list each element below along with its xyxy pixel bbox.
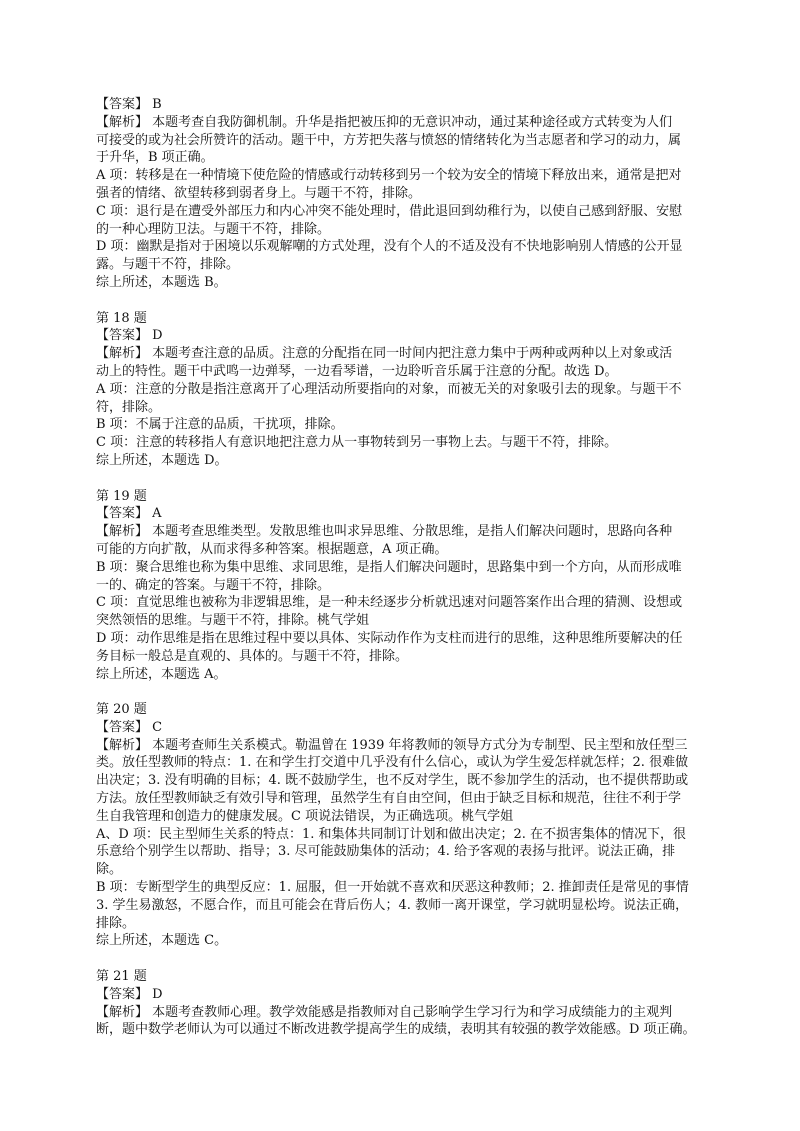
text-line: D 项：动作思维是指在思维过程中要以具体、实际动作作为支柱而进行的思维，这种思维所要解决的任 xyxy=(96,630,683,646)
text-line: B 项：专断型学生的典型反应：1. 屈服，但一开始就不喜欢和厌恶这种教师；2. 推卸责任是常见的事情 xyxy=(96,880,689,896)
block-spacer xyxy=(96,292,706,310)
text-line: 【解析】 本题考查思维类型。发散思维也叫求异思维、分散思维，是指人们解决问题时，思路向各种 xyxy=(96,524,673,540)
text-line: D 项：幽默是指对于困境以乐观解嘲的方式处理，没有个人的不适及没有不快地影响别人情感的公开显 xyxy=(96,239,683,255)
question-title: 第 19 题 xyxy=(96,488,147,504)
text-line: 一的、确定的答案。与题干不符，排除。 xyxy=(96,577,331,593)
text-line: 【解析】 本题考查教师心理。教学效能感是指教师对自己影响学生学习行为和学习成绩能力的主观判 xyxy=(96,1004,673,1020)
text-line: 综上所述，本题选 A。 xyxy=(96,666,227,682)
block-spacer xyxy=(96,683,706,701)
text-line: B 项：不属于注意的品质，干扰项，排除。 xyxy=(96,417,344,433)
text-line: C 项：直觉思维也被称为非逻辑思维，是一种未经逐步分析就迅速对问题答案作出合理的猜测、设想或 xyxy=(96,595,683,611)
text-line: 【答案】 A xyxy=(96,506,162,522)
text-line: 【答案】 D xyxy=(96,986,163,1002)
question-title: 第 21 题 xyxy=(96,969,147,985)
text-line: 【答案】 D xyxy=(96,328,163,344)
text-line: C 项：退行是在遭受外部压力和内心冲突不能处理时，借此退回到幼稚行为，以使自己感到舒服、安慰 xyxy=(96,203,683,219)
document-page xyxy=(96,96,706,1039)
question-block-q20 xyxy=(96,683,706,950)
text-line: 【答案】 B xyxy=(96,97,162,112)
question-block-q19 xyxy=(96,470,706,684)
text-line: 综上所述，本题选 C。 xyxy=(96,933,228,949)
text-line: 务目标一般总是直观的、具体的。与题干不符，排除。 xyxy=(96,648,409,664)
text-line: A 项：注意的分散是指注意离开了心理活动所要指向的对象，而被无关的对象吸引去的现象。与题干不 xyxy=(96,381,682,397)
text-line: 突然领悟的思维。与题干不符，排除。桃气学姐 xyxy=(96,613,370,629)
text-line: 于升华，B 项正确。 xyxy=(96,150,214,166)
text-line: 强者的情绪、欲望转移到弱者身上。与题干不符，排除。 xyxy=(96,185,422,201)
text-line: 【解析】 本题考查师生关系模式。勒温曾在 1939 年将教师的领导方式分为专制型、民主型和放任型三 xyxy=(96,737,688,753)
question-block-q18 xyxy=(96,292,706,470)
text-line: 符，排除。 xyxy=(96,399,162,415)
text-line: 【解析】 本题考查注意的品质。注意的分配指在同一时间内把注意力集中于两种或两种以上对象或活 xyxy=(96,346,673,362)
text-line: 出决定；3. 没有明确的目标；4. 既不鼓励学生，也不反对学生，既不参加学生的活动，也不提供帮助或 xyxy=(96,773,689,789)
block-spacer xyxy=(96,950,706,968)
question-block-q21 xyxy=(96,950,706,1039)
text-line: C 项：注意的转移指人有意识地把注意力从一事物转到另一事物上去。与题干不符，排除。 xyxy=(96,435,618,451)
text-line: 露。与题干不符，排除。 xyxy=(96,257,240,273)
text-line: 生自我管理和创造力的健康发展。C 项说法错误，为正确选项。桃气学姐 xyxy=(96,808,514,824)
text-line: A 项：转移是在一种情境下使危险的情感或行动转移到另一个较为安全的情境下释放出来，通常是把对 xyxy=(96,168,682,184)
text-line: 排除。 xyxy=(96,915,136,931)
question-block-q17 xyxy=(96,96,706,292)
text-line: 的一种心理防卫法。与题干不符，排除。 xyxy=(96,221,331,237)
text-line: 除。 xyxy=(96,862,123,878)
text-line: 可接受的或为社会所赞许的活动。题干中，方芳把失落与愤怒的情绪转化为当志愿者和学习的动力，属 xyxy=(96,132,682,148)
question-title: 第 20 题 xyxy=(96,702,147,718)
text-line: 类。放任型教师的特点：1. 在和学生打交道中几乎没有什么信心，或认为学生爱怎样就怎样；2. 很难做 xyxy=(96,755,689,771)
text-line: 综上所述，本题选 B。 xyxy=(96,274,227,290)
text-line: 【答案】 C xyxy=(96,719,163,735)
text-line: 【解析】 本题考查自我防御机制。升华是指把被压抑的无意识冲动，通过某种途径或方式转变为人们 xyxy=(96,114,673,130)
text-line: 3. 学生易激怒，不愿合作，而且可能会在背后伤人；4. 教师一离开课堂，学习就明显松垮。说法正确， xyxy=(96,897,689,913)
text-line: B 项：聚合思维也称为集中思维、求同思维，是指人们解决问题时，思路集中到一个方向，从而形成唯 xyxy=(96,559,682,575)
text-line: A、D 项：民主型师生关系的特点：1. 和集体共同制订计划和做出决定；2. 在不损害集体的情况下，很 xyxy=(96,826,687,842)
text-line: 方法。放任型教师缺乏有效引导和管理，虽然学生有自由空间，但由于缺乏目标和规范，往往不利于学 xyxy=(96,791,682,807)
block-spacer xyxy=(96,470,706,488)
text-line: 断，题中数学老师认为可以通过不断改进教学提高学生的成绩，表明其有较强的教学效能感。D 项正确。 xyxy=(96,1022,696,1038)
question-title: 第 18 题 xyxy=(96,310,147,326)
text-line: 动上的特性。题干中武鸣一边弹琴，一边看琴谱，一边聆听音乐属于注意的分配。故选 D。 xyxy=(96,363,618,379)
text-line: 综上所述，本题选 D。 xyxy=(96,452,228,468)
text-line: 乐意给个别学生以帮助、指导；3. 尽可能鼓励集体的活动；4. 给予客观的表扬与批评。说法正确，排 xyxy=(96,844,676,860)
text-line: 可能的方向扩散，从而求得多种答案。根据题意，A 项正确。 xyxy=(96,541,448,557)
